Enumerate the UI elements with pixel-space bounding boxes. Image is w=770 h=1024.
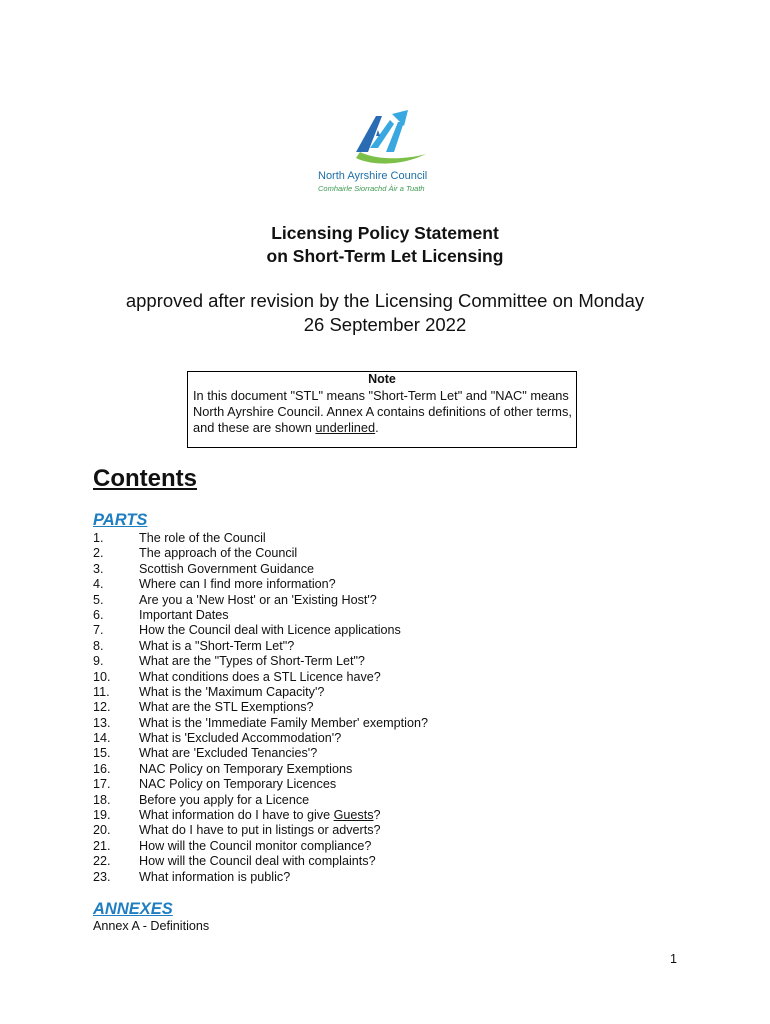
contents-item-number: 6. [93,607,104,622]
annexes-heading: ANNEXES [93,900,173,918]
contents-item-number: 20. [93,823,111,838]
contents-item-label: What is the 'Immediate Family Member' exemption? [139,715,428,730]
contents-item-number: 21. [93,838,111,853]
contents-item [93,839,428,854]
contents-item-label: What information do I have to give [139,808,334,823]
contents-item-number: 16. [93,761,111,776]
contents-item-label: The approach of the Council [139,546,298,561]
contents-item-label: NAC Policy on Temporary Licences [139,777,337,792]
note-text-end: . [375,420,379,435]
contents-item-number: 19. [93,808,111,823]
contents-item-number: 2. [93,546,104,561]
contents-item-number: 18. [93,792,111,807]
contents-item-label: Before you apply for a Licence [139,792,310,807]
note-underlined-term: underlined [315,420,376,435]
council-name-gaelic: Comhairle Siorrachd Àir a Tuath [318,184,425,193]
contents-item [93,731,428,746]
contents-item-label: What are 'Excluded Tenancies'? [139,746,318,761]
contents-item-label: What conditions does a STL Licence have? [139,669,381,684]
contents-item [93,562,428,577]
contents-item [93,531,428,546]
contents-item-number: 22. [93,854,111,869]
contents-heading: Contents [93,465,197,492]
contents-item-number: 7. [93,623,104,638]
contents-item-number: 8. [93,638,104,653]
note-text: In this document "STL" means "Short-Term Let" and "NAC" means North Ayrshire Council. Annex A contains definitions of other terms, and these are shown [193,388,572,435]
contents-item-number: 3. [93,561,104,576]
contents-item-number: 13. [93,715,111,730]
document-title-line-2: on Short-Term Let Licensing [266,246,504,266]
contents-item-suffix: ? [373,808,381,823]
contents-item-number: 10. [93,669,111,684]
annex-item: Annex A - Definitions [93,919,210,933]
contents-item-number: 9. [93,654,104,669]
page-number: 1 [670,952,678,966]
contents-item-label: What are the STL Exemptions? [139,700,314,715]
contents-item [93,854,428,869]
contents-item-label: How will the Council monitor compliance? [139,838,372,853]
contents-item [93,762,428,777]
contents-item [93,593,428,608]
contents-item-number: 23. [93,869,111,884]
contents-item-label: What are the "Types of Short-Term Let"? [139,654,365,669]
contents-item-label: Important Dates [139,607,229,622]
council-logo-mark [342,108,432,168]
contents-item-label: The role of the Council [139,531,266,545]
contents-item [93,808,428,823]
council-name: North Ayrshire Council [318,170,428,182]
contents-item-number: 11. [93,684,110,699]
council-logo [314,108,484,198]
contents-item [93,639,428,654]
contents-item [93,823,428,838]
contents-item [93,793,428,808]
contents-item [93,577,428,592]
contents-item-label: What do I have to put in listings or adverts? [139,823,381,838]
contents-item [93,623,428,638]
parts-list [93,531,428,885]
approval-line-2: 26 September 2022 [303,314,467,335]
contents-item [93,546,428,561]
contents-item [93,746,428,761]
contents-item [93,654,428,669]
contents-item [93,716,428,731]
contents-item-label: What is a "Short-Term Let"? [139,638,295,653]
document-title-line-1: Licensing Policy Statement [271,223,499,243]
contents-item [93,777,428,792]
approval-line-1: approved after revision by the Licensing Committee on Monday [125,290,645,311]
contents-item-number: 15. [93,746,111,761]
contents-item [93,608,428,623]
contents-item-number: 5. [93,592,104,607]
contents-item-label: How will the Council deal with complaints? [139,854,376,869]
contents-item-label: Are you a 'New Host' or an 'Existing Host'? [139,592,377,607]
contents-item-number: 17. [93,777,111,792]
contents-item-number: 14. [93,731,111,746]
note-body [193,388,575,436]
contents-item-underlined-term: Guests [333,808,374,823]
contents-item-label: Scottish Government Guidance [139,561,315,576]
contents-item-label: What is the 'Maximum Capacity'? [139,684,325,699]
contents-item-label: How the Council deal with Licence applications [139,623,401,638]
contents-item [93,685,428,700]
note-box [187,371,577,448]
contents-item [93,870,428,885]
contents-item-label: What information is public? [139,869,291,884]
contents-item-label: NAC Policy on Temporary Exemptions [139,761,353,776]
contents-item [93,700,428,715]
contents-item-label: What is 'Excluded Accommodation'? [139,731,342,746]
contents-item-number: 4. [93,577,104,592]
contents-item-label: Where can I find more information? [139,577,336,592]
contents-item [93,670,428,685]
contents-item-number: 12. [93,700,111,715]
approval-statement [0,289,770,337]
contents-item-number: 1. [93,531,104,545]
note-heading: Note [368,372,396,386]
parts-heading: PARTS [93,511,148,529]
